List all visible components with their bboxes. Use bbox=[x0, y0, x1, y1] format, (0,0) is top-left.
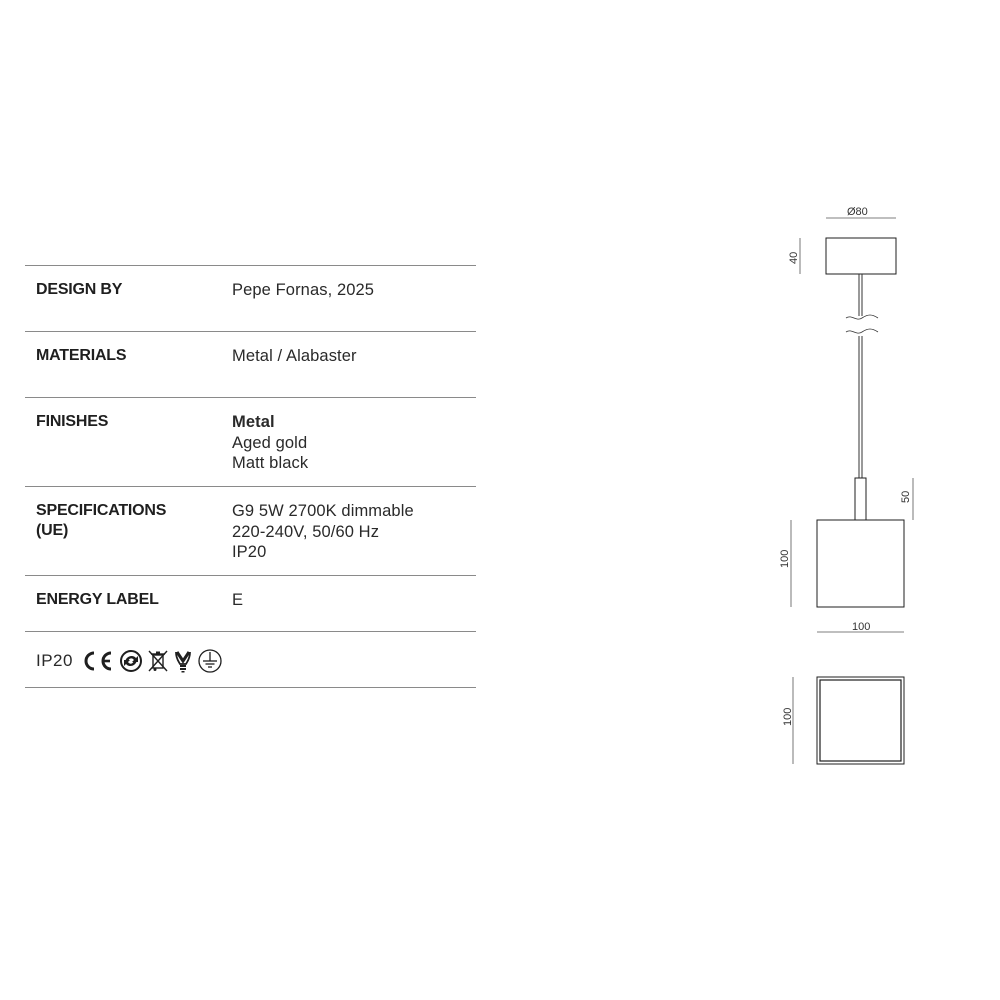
lamp-holder bbox=[855, 478, 866, 520]
spec-value-line: IP20 bbox=[232, 543, 267, 561]
canopy-height-label: 40 bbox=[788, 251, 800, 264]
spec-label-line: SPECIFICATIONS bbox=[36, 502, 167, 519]
spec-label: MATERIALS bbox=[36, 347, 127, 364]
ip-rating-text: IP20 bbox=[36, 651, 73, 670]
canopy bbox=[826, 238, 896, 274]
spec-value-line: Matt black bbox=[232, 454, 309, 472]
shade-width-label: 100 bbox=[852, 621, 871, 633]
shade-height-label: 100 bbox=[779, 549, 791, 568]
top-view-outer bbox=[817, 677, 904, 764]
spec-value-line: 220-240V, 50/60 Hz bbox=[232, 522, 380, 541]
shade bbox=[817, 520, 904, 607]
spec-label: ENERGY LABEL bbox=[36, 591, 159, 608]
spec-value-line: Aged gold bbox=[232, 433, 308, 452]
spec-value-heading: Metal bbox=[232, 413, 275, 431]
spec-value-line: Pepe Fornas, 2025 bbox=[232, 281, 375, 299]
spec-label: FINISHES bbox=[36, 413, 109, 430]
spec-value-line: Metal / Alabaster bbox=[232, 347, 357, 365]
spec-value-line: E bbox=[232, 591, 244, 609]
spec-value-line: G9 5W 2700K dimmable bbox=[232, 502, 414, 520]
spec-label-line: (UE) bbox=[36, 522, 69, 539]
neck-height-label: 50 bbox=[900, 490, 912, 503]
canopy-diameter-label: Ø80 bbox=[847, 206, 868, 218]
cable-break-mark bbox=[846, 329, 878, 333]
top-view-size-label: 100 bbox=[782, 707, 794, 726]
spec-label: DESIGN BY bbox=[36, 281, 123, 298]
